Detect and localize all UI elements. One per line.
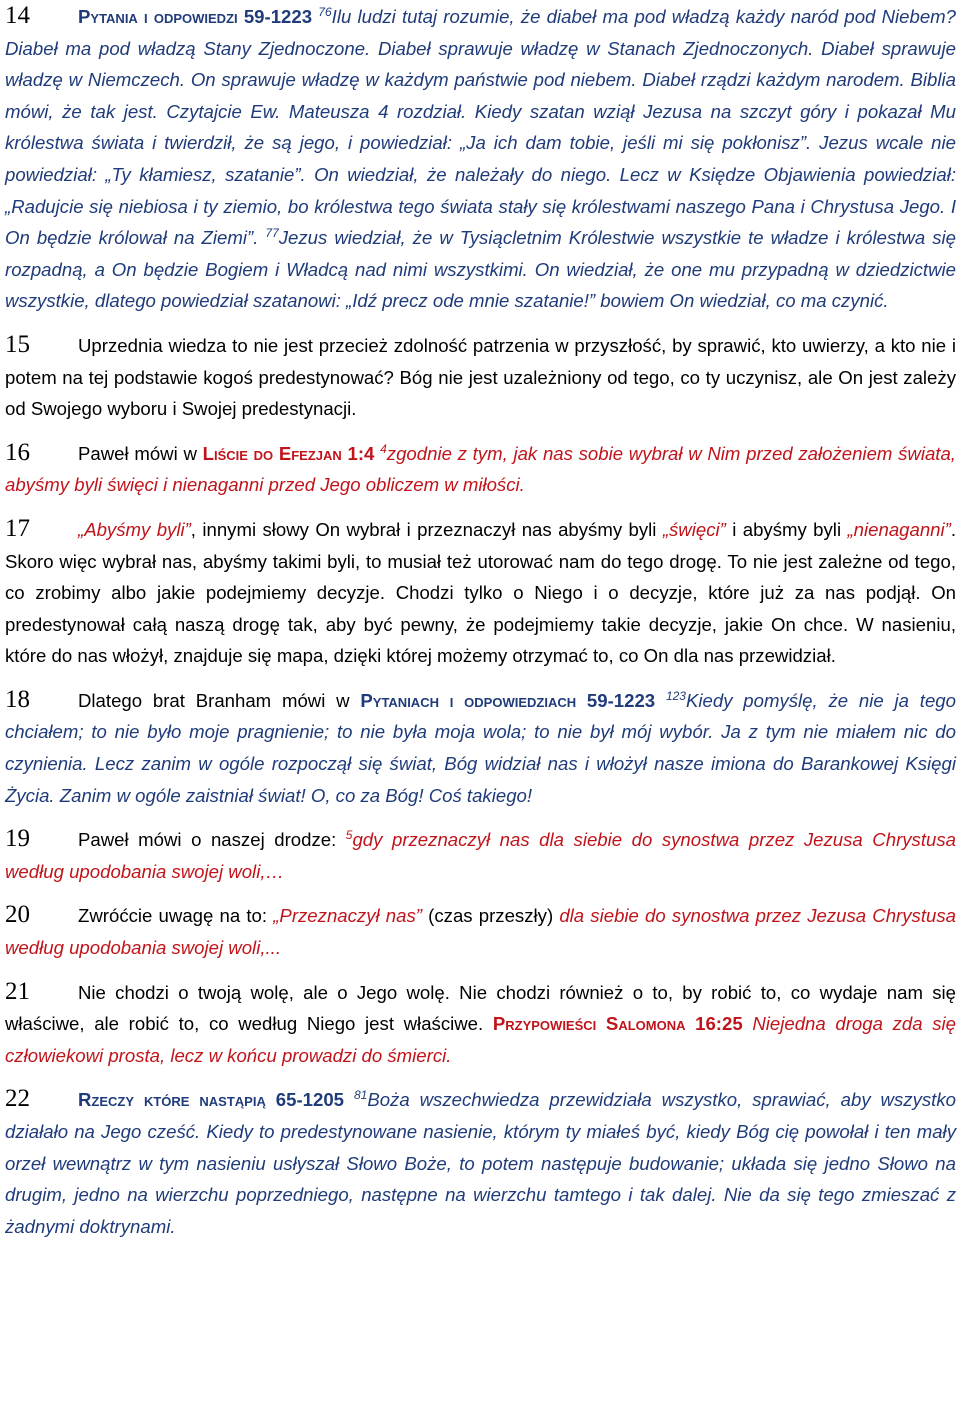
paragraph-number: 14 xyxy=(5,2,30,29)
text-segment: Pytania i odpowiedzi 59-1223 xyxy=(78,6,313,27)
text-segment: Jezus wiedział, że w Tysiącletnim Królestwie wszystkie te władze i królestwa się rozpadną, a On będzie Bogiem i Władcą nad nimi wszystkimi. On wiedział, że one mu przypadną w dziedzictwie wszystkie, dlatego powiedział szatanowi: „Idź precz ode mnie szatanie!” bowiem On wiedział, co ma czynić. xyxy=(5,227,956,312)
text-segment xyxy=(743,1013,753,1034)
paragraph-15 xyxy=(5,329,956,425)
text-segment: Paweł mówi w xyxy=(78,442,203,464)
text-segment: (czas przeszły) xyxy=(421,905,560,927)
paragraph-16 xyxy=(5,437,956,501)
verse-number: 81 xyxy=(353,1088,368,1103)
text-segment: Liście do Efezjan 1:4 xyxy=(202,442,375,464)
paragraph-21 xyxy=(5,976,956,1072)
text-segment: Kiedy pomyślę, że nie ja tego chciałem; to nie było moje pragnienie; to nie była moja wola; to nie był mój wybór. Ja z tym nie miałem nic do czynienia. Lecz zanim w ogóle rozpoczął się świat, Bóg widział nas i włożył nasze imiona do Barankowej Księgi Życia. Zanim w ogóle zaistniał świat! O, co za Bóg! Coś takiego! xyxy=(5,689,956,806)
text-segment: „święci” xyxy=(662,518,726,540)
text-segment: Uprzednia wiedza to nie jest przecież zdolność patrzenia w przyszłość, by sprawić, kto uwierzy, a kto nie i potem na tej podstawie kogoś predestynować? Bóg nie jest uzależniony od tego, co ty uczynisz, ale On jest zależy od Swojego wyboru i Swojej predestynacji. xyxy=(5,334,956,420)
text-segment: Pytaniach i odpowiedziach 59-1223 xyxy=(360,689,656,711)
paragraph-20 xyxy=(5,899,956,963)
text-segment: Niejedna droga zda się człowiekowi prosta, lecz w końcu prowadzi do śmierci. xyxy=(5,1013,956,1066)
text-segment: Paweł mówi o naszej drodze: xyxy=(78,829,346,851)
text-segment: dla siebie do synostwa przez Jezusa Chrystusa według upodobania swojej woli,... xyxy=(5,905,956,959)
paragraph-number: 21 xyxy=(5,977,30,1005)
verse-number: 4 xyxy=(380,441,387,456)
text-segment: „Abyśmy byli” xyxy=(78,518,191,540)
text-segment: , innymi słowy On wybrał i przeznaczył nas abyśmy byli xyxy=(190,518,663,540)
paragraph-18 xyxy=(5,684,956,811)
text-segment xyxy=(655,690,666,711)
paragraph-number: 22 xyxy=(5,1085,30,1113)
paragraph-17 xyxy=(5,513,956,672)
verse-number: 77 xyxy=(265,226,279,241)
text-segment: „Przeznaczył nas” xyxy=(273,905,422,927)
paragraph-19 xyxy=(5,823,956,887)
paragraph-number: 15 xyxy=(5,330,30,358)
paragraph-14 xyxy=(5,0,956,317)
text-segment: gdy przeznaczył nas dla siebie do synostwa przez Jezusa Chrystusa według upodobania swojej woli,… xyxy=(5,829,956,882)
text-segment: Boża wszechwiedza przewidziała wszystko, sprawiać, aby wszystko działało na Jego cześć. Kiedy to predestynowane nasienie, którym ty miałeś być, kiedy Bóg cię powołał i ten mały orzeł wewnątrz w tym nasieniu usłyszał Słowo Boże, to potem następuje budowanie; układa się jedno Słowo na drugim, jedno na wierzchu poprzedniego, następne na wierzchu tamtego i tak dalej. Nie da się tego zmieszać z żadnymi doktrynami. xyxy=(5,1089,956,1237)
text-segment: zgodnie z tym, jak nas sobie wybrał w Nim przed założeniem świata, abyśmy byli święci i nienaganni przed Jego obliczem w miłości. xyxy=(5,442,956,496)
text-segment: Nie chodzi o twoją wolę, ale o Jego wolę. Nie chodzi również o to, by robić to, co wydaje nam się właściwe, ale robić to, co według Niego jest właściwe. xyxy=(5,981,956,1035)
text-segment: . Skoro więc wybrał nas, abyśmy takimi byli, to musiał też utorować nam do tego drogę. To nie jest zależne od tego, co zrobimy albo jakie podejmiemy decyzje. Chodzi tylko o Niego i o decyzje, które już za nas podjął. On predestynował całą naszą drogę tak, aby być pewny, że podejmiemy takie decyzje, jakie On chce. W nasieniu, które do nas włożył, znajduje się mapa, dzięki której możemy otrzymać to, co On dla nas przewidział. xyxy=(5,518,957,667)
paragraph-number: 20 xyxy=(5,901,30,929)
paragraph-number: 16 xyxy=(5,438,30,466)
verse-number: 5 xyxy=(345,828,353,843)
verse-number: 76 xyxy=(318,5,332,19)
text-segment: Ilu ludzi tutaj rozumie, że diabeł ma pod władzą każdy naród pod Niebem? Diabeł ma pod władzą Stany Zjednoczone. Diabeł sprawuje władzę w Stanach Zjednoczonych. Diabeł sprawuje władzę w Niemczech. On sprawuje władzę w każdym państwie pod niebem. Diabeł rządzi każdym narodem. Biblia mówi, że tak jest. Czytajcie Ew. Mateusza 4 rozdział. Kiedy szatan wziął Jezusa na szczyt góry i pokazał Mu królestwa świata i twierdził, że są jego, i powiedział: „Ja ich dam tobie, jeśli mi się pokłonisz”. Jezus wcale nie powiedział: „Ty kłamiesz, szatanie”. On wiedział, że należały do niego. Lecz w Księdze Objawienia powiedział: „Radujcie się niebiosa i ty ziemio, bo królestwa tego świata stały się królestwami naszego Pana i Chrystusa Jego. I On będzie królował na Ziemi”. xyxy=(5,6,957,249)
text-segment: Rzeczy które nastąpią 65-1205 xyxy=(78,1089,345,1111)
paragraph-number: 19 xyxy=(5,825,30,853)
text-segment: „nienaganni” xyxy=(847,518,951,540)
text-segment: Przypowieści Salomona 16:25 xyxy=(492,1013,743,1035)
paragraph-number: 18 xyxy=(5,685,30,713)
text-segment xyxy=(344,1089,354,1110)
text-segment: Zwróćcie uwagę na to: xyxy=(78,905,274,927)
text-segment: Dlatego brat Branham mówi w xyxy=(78,689,361,711)
verse-number: 123 xyxy=(665,688,686,703)
paragraph-number: 17 xyxy=(5,514,30,542)
paragraph-22 xyxy=(5,1083,956,1242)
text-segment: i abyśmy byli xyxy=(725,518,848,540)
